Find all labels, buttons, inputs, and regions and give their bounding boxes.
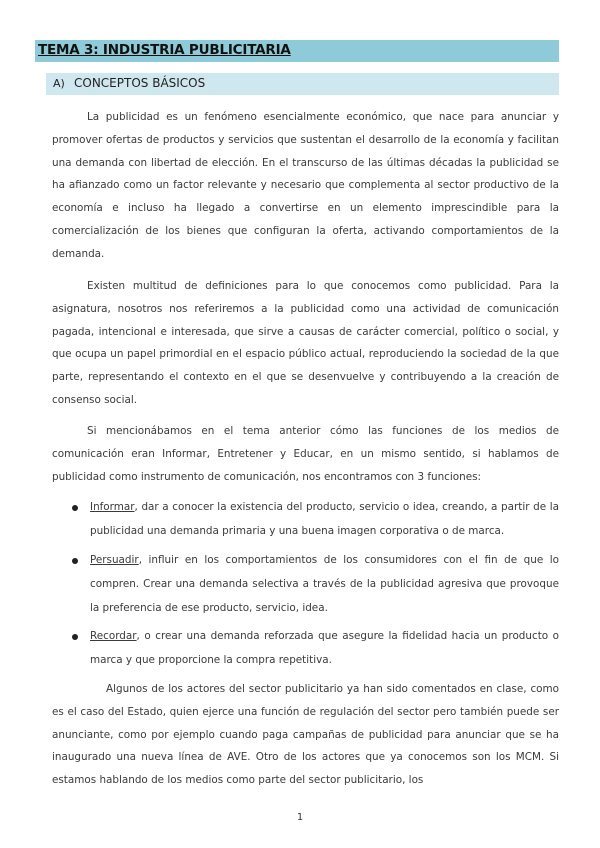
bullet-dot — [72, 558, 78, 564]
paragraph-actors: Algunos de los actores del sector publicitario ya han sido comentados en clase, como es el caso del Estado, quien ejerce una función de regulación del sector pero también puede ser anunciante, como por ejemplo cuando paga campañas de publicidad para anunciar que se ha inaugurado una nueva línea de AVE. Otro de los actores que ya conocemos son los MCM. Si estamos hablando de los medios como parte del sector publicitario, los — [52, 683, 559, 787]
function-item-informar — [90, 495, 559, 543]
paragraph-intro: La publicidad es un fenómeno esencialmente económico, que nace para anunciar y promover ofertas de productos y servicios que sustentan el desarrollo de la economía y facilitan una demanda con libertad de elección. En el transcurso de las últimas décadas la publicidad se ha afianzado como un factor relevante y necesario que complementa al sector productivo de la economía e incluso ha llegado a convertirse en un elemento imprescindible para la comercialización de los bienes que configuran la oferta, activando comportamientos de la demanda. — [52, 111, 559, 260]
section-heading-bar — [46, 73, 559, 95]
function-description: , dar a conocer la existencia del producto, servicio o idea, creando, a partir de la publicidad una demanda primaria y una buena imagen corporativa o de marca. — [90, 501, 559, 537]
function-item-recordar — [90, 624, 559, 672]
bullet-dot — [72, 634, 78, 640]
chapter-title: TEMA 3: INDUSTRIA PUBLICITARIA — [38, 42, 291, 58]
function-term: Recordar — [90, 630, 137, 642]
chapter-title-bar — [35, 40, 559, 62]
function-item-persuadir — [90, 548, 559, 620]
page-number: 1 — [296, 812, 304, 823]
paragraph-definitions: Existen multitud de definiciones para lo que conocemos como publicidad. Para la asignatura, nosotros nos referiremos a la publicidad como una actividad de comunicación pagada, intencional e interesada, que sirve a causas de carácter comercial, político o social, y que ocupa un papel primordial en el espacio público actual, reproduciendo la sociedad de la que parte, representando el contexto en el que se desenvuelve y contribuyendo a la creación de consenso social. — [52, 280, 559, 406]
function-term: Persuadir — [90, 554, 139, 566]
function-term: Informar — [90, 501, 135, 513]
section-letter: A) — [53, 77, 65, 90]
function-description: , influir en los comportamientos de los consumidores con el fin de que lo compren. Crear una demanda selectiva a través de la publicidad agresiva que provoque la preferencia de ese producto, servicio, idea. — [90, 554, 559, 614]
paragraph-functions-intro: Si mencionábamos en el tema anterior cómo las funciones de los medios de comunicación eran Informar, Entretener y Educar, en un mismo sentido, si hablamos de publicidad como instrumento de comunicación, nos encontramos con 3 funciones: — [52, 425, 559, 483]
function-description: , o crear una demanda reforzada que asegure la fidelidad hacia un producto o marca y que proporcione la compra repetitiva. — [90, 630, 559, 666]
bullet-dot — [72, 505, 78, 511]
section-title: CONCEPTOS BÁSICOS — [74, 76, 206, 90]
